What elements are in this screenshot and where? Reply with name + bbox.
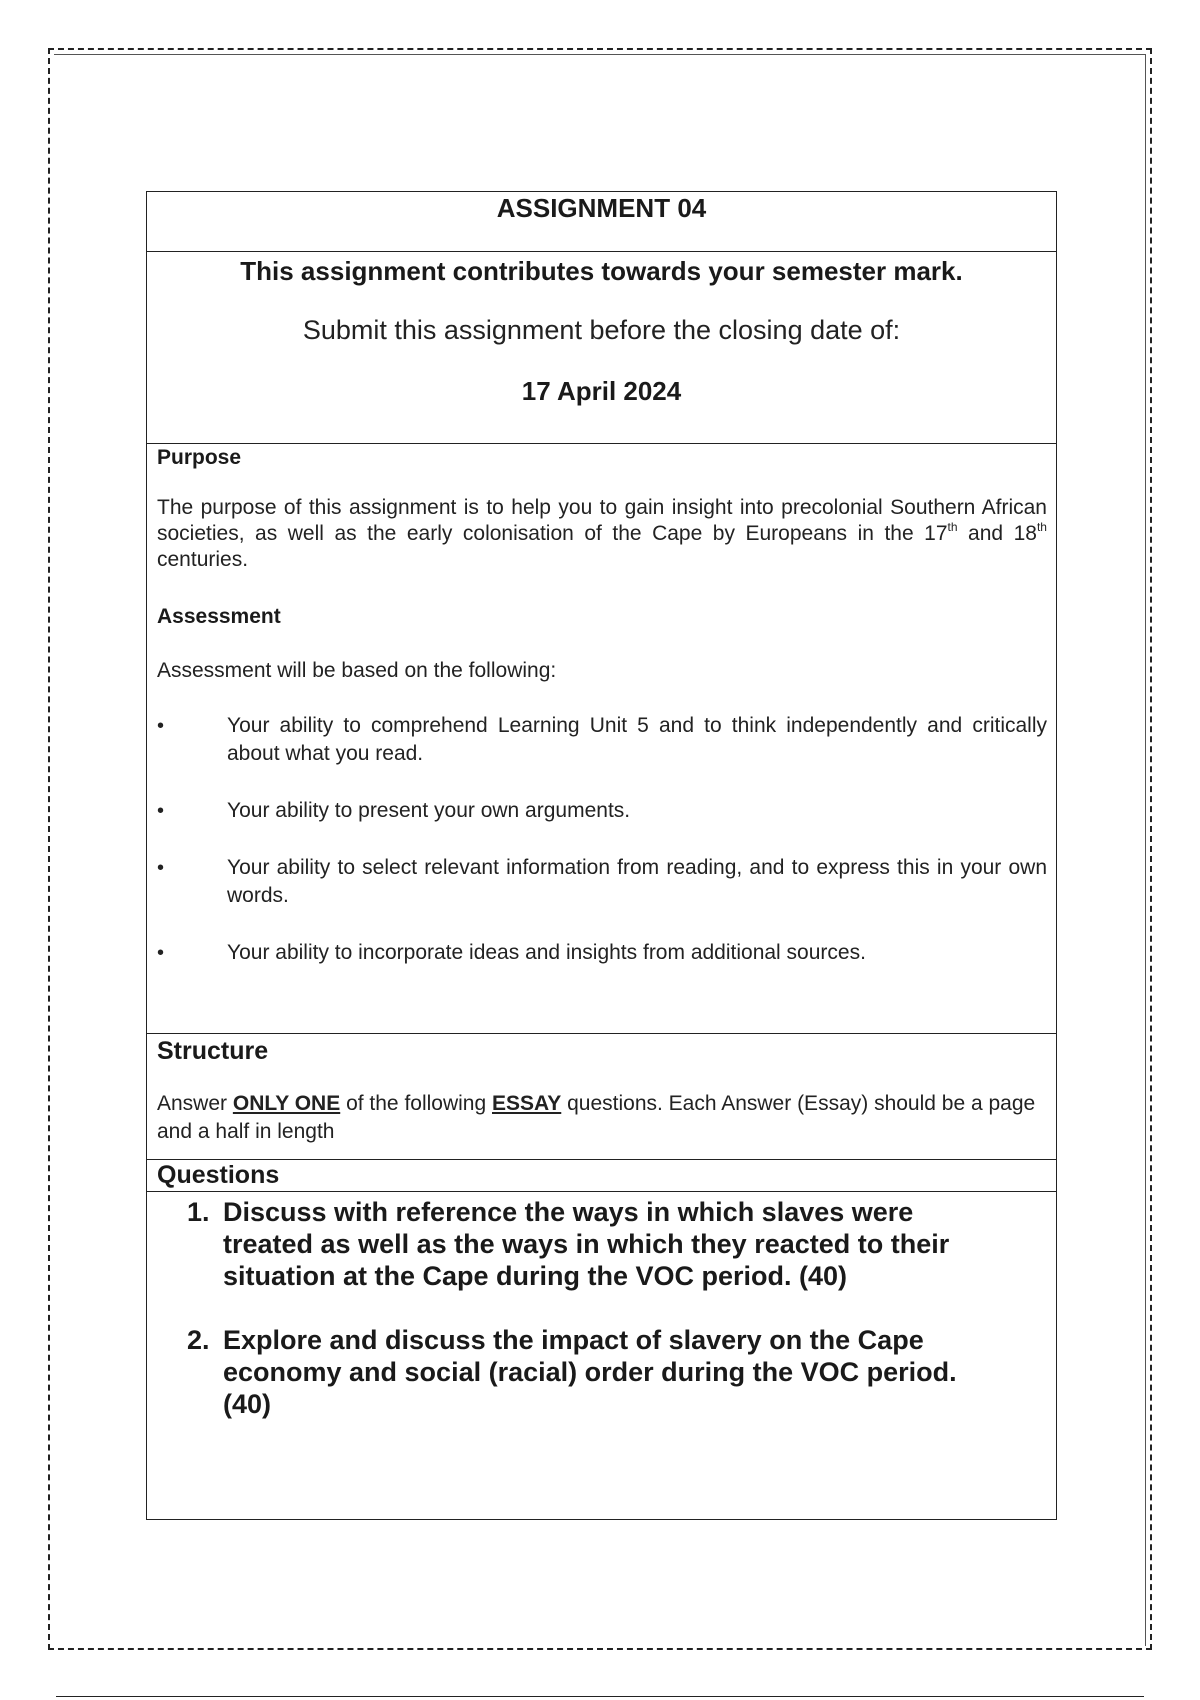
- intro-row: [147, 252, 1056, 444]
- assignment-table: [146, 191, 1057, 1520]
- purpose-heading: Purpose: [157, 446, 242, 469]
- question-text: Explore and discuss the impact of slavery on the Cape economy and social (racial) order during the VOC period. (40): [223, 1325, 957, 1419]
- assessment-item: [157, 854, 1047, 910]
- structure-text-before: Answer: [157, 1092, 233, 1115]
- bullet-icon: •: [157, 942, 165, 964]
- purpose-sup1: th: [947, 520, 958, 534]
- structure-row: [147, 1034, 1056, 1160]
- assessment-item-text: Your ability to comprehend Learning Unit 5 and to think independently and critically about what you read.: [227, 714, 1047, 765]
- footer-rule: [56, 1696, 1144, 1697]
- purpose-text: [157, 495, 1047, 573]
- question-number: 2.: [187, 1325, 210, 1355]
- purpose-text-part1: The purpose of this assignment is to help you to gain insight into precolonial Southern African societies, as well as the early colonisation of the Cape by Europeans in the 17: [157, 496, 1047, 545]
- assessment-item: [157, 712, 1047, 768]
- questions-heading-row: [147, 1160, 1056, 1192]
- assessment-list: [157, 712, 1047, 967]
- bullet-icon: •: [157, 857, 165, 879]
- assessment-heading: Assessment: [157, 605, 281, 628]
- question-text: Discuss with reference the ways in which slaves were treated as well as the ways in which they reacted to their situation at the Cape during the VOC period. (40): [223, 1197, 950, 1291]
- contribution-note: This assignment contributes towards your semester mark.: [240, 256, 963, 286]
- assessment-item-text: Your ability to select relevant information from reading, and to express this in your own words.: [227, 856, 1047, 907]
- question-item: [187, 1324, 1046, 1420]
- purpose-sup2: th: [1036, 520, 1047, 534]
- structure-text-after: questions. Each Answer (Essay) should be a page and a half in length: [157, 1092, 1036, 1143]
- assessment-item: [157, 797, 1047, 825]
- assignment-title: ASSIGNMENT 04: [496, 193, 707, 223]
- structure-text: [157, 1090, 1047, 1146]
- bullet-icon: •: [157, 800, 165, 822]
- submit-instruction: Submit this assignment before the closing date of:: [302, 315, 901, 345]
- structure-heading: Structure: [157, 1037, 269, 1065]
- question-number: 1.: [187, 1197, 210, 1227]
- questions-row: [147, 1192, 1056, 1519]
- assessment-item-text: Your ability to incorporate ideas and insights from additional sources.: [227, 941, 866, 964]
- purpose-text-part3: centuries.: [157, 548, 249, 571]
- assessment-item-text: Your ability to present your own arguments.: [227, 799, 631, 822]
- structure-emphasis-only-one: ONLY ONE: [232, 1092, 341, 1115]
- structure-emphasis-essay: ESSAY: [492, 1092, 562, 1115]
- bullet-icon: •: [157, 715, 165, 737]
- questions-list: [187, 1196, 1046, 1420]
- assessment-item: [157, 939, 1047, 967]
- structure-text-mid: of the following: [340, 1092, 492, 1115]
- purpose-assessment-row: [147, 444, 1056, 1034]
- assessment-intro: Assessment will be based on the following:: [157, 659, 557, 682]
- question-item: [187, 1196, 1046, 1292]
- closing-date: 17 April 2024: [521, 376, 682, 406]
- purpose-text-part2: and 18: [957, 522, 1037, 545]
- assignment-title-row: [147, 192, 1056, 252]
- questions-heading: Questions: [157, 1161, 280, 1189]
